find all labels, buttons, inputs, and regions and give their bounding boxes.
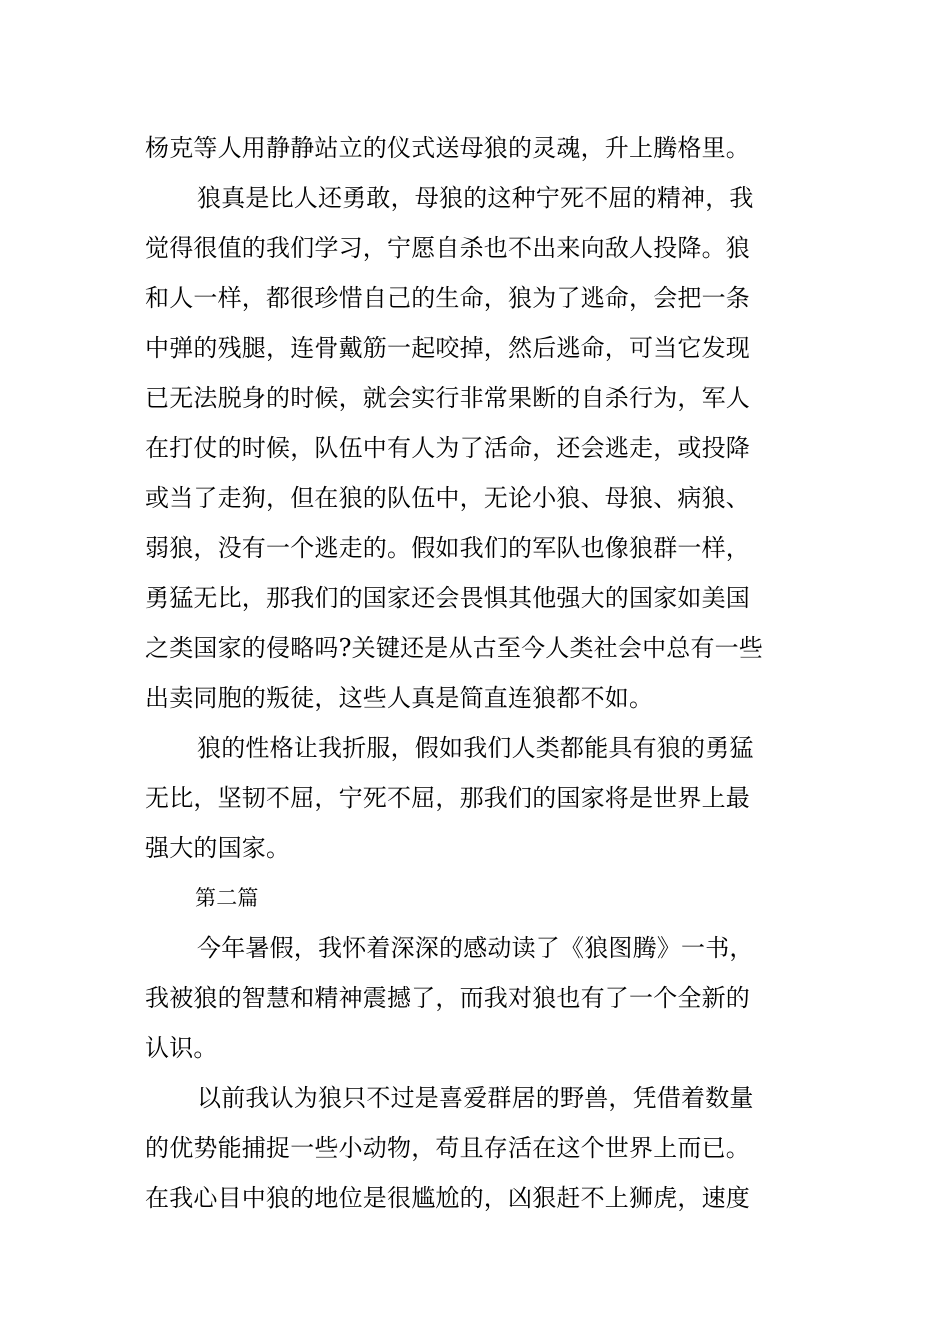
text-line: 我被狼的智慧和精神震撼了，而我对狼也有了一个全新的 — [145, 984, 750, 1012]
text-line: 已无法脱身的时候，就会实行非常果断的自杀行为，军人 — [145, 384, 750, 412]
text-line: 强大的国家。 — [145, 834, 291, 862]
text-line: 弱狼，没有一个逃走的。假如我们的军队也像狼群一样， — [145, 534, 750, 562]
section-heading: 第二篇 — [195, 886, 259, 910]
text-line: 狼的性格让我折服，假如我们人类都能具有狼的勇猛 — [197, 734, 754, 762]
text-line: 中弹的残腿，连骨戴筋一起咬掉，然后逃命，可当它发现 — [145, 334, 750, 362]
text-line: 在打仗的时候，队伍中有人为了活命，还会逃走，或投降 — [145, 434, 750, 462]
text-line: 杨克等人用静静站立的仪式送母狼的灵魂，升上腾格里。 — [145, 134, 750, 162]
document-body — [145, 123, 810, 1223]
text-line: 之类国家的侵略吗?关键还是从古至今人类社会中总有一些 — [145, 634, 764, 662]
text-line: 以前我认为狼只不过是喜爱群居的野兽，凭借着数量 — [197, 1084, 754, 1112]
text-line: 觉得很值的我们学习，宁愿自杀也不出来向敌人投降。狼 — [145, 234, 750, 262]
text-line: 今年暑假，我怀着深深的感动读了《狼图腾》一书， — [197, 934, 754, 962]
text-line: 的优势能捕捉一些小动物，苟且存活在这个世界上而已。 — [145, 1134, 750, 1162]
text-line: 勇猛无比，那我们的国家还会畏惧其他强大的国家如美国 — [145, 584, 750, 612]
text-line: 在我心目中狼的地位是很尴尬的，凶狠赶不上狮虎，速度 — [145, 1184, 750, 1212]
text-line: 和人一样，都很珍惜自己的生命，狼为了逃命，会把一条 — [145, 284, 750, 312]
text-line: 认识。 — [145, 1034, 218, 1062]
text-line: 出卖同胞的叛徒，这些人真是简直连狼都不如。 — [145, 684, 654, 712]
text-line: 无比，坚韧不屈，宁死不屈，那我们的国家将是世界上最 — [145, 784, 750, 812]
text-line: 或当了走狗，但在狼的队伍中，无论小狼、母狼、病狼、 — [145, 484, 750, 512]
text-line: 狼真是比人还勇敢，母狼的这种宁死不屈的精神，我 — [197, 184, 754, 212]
